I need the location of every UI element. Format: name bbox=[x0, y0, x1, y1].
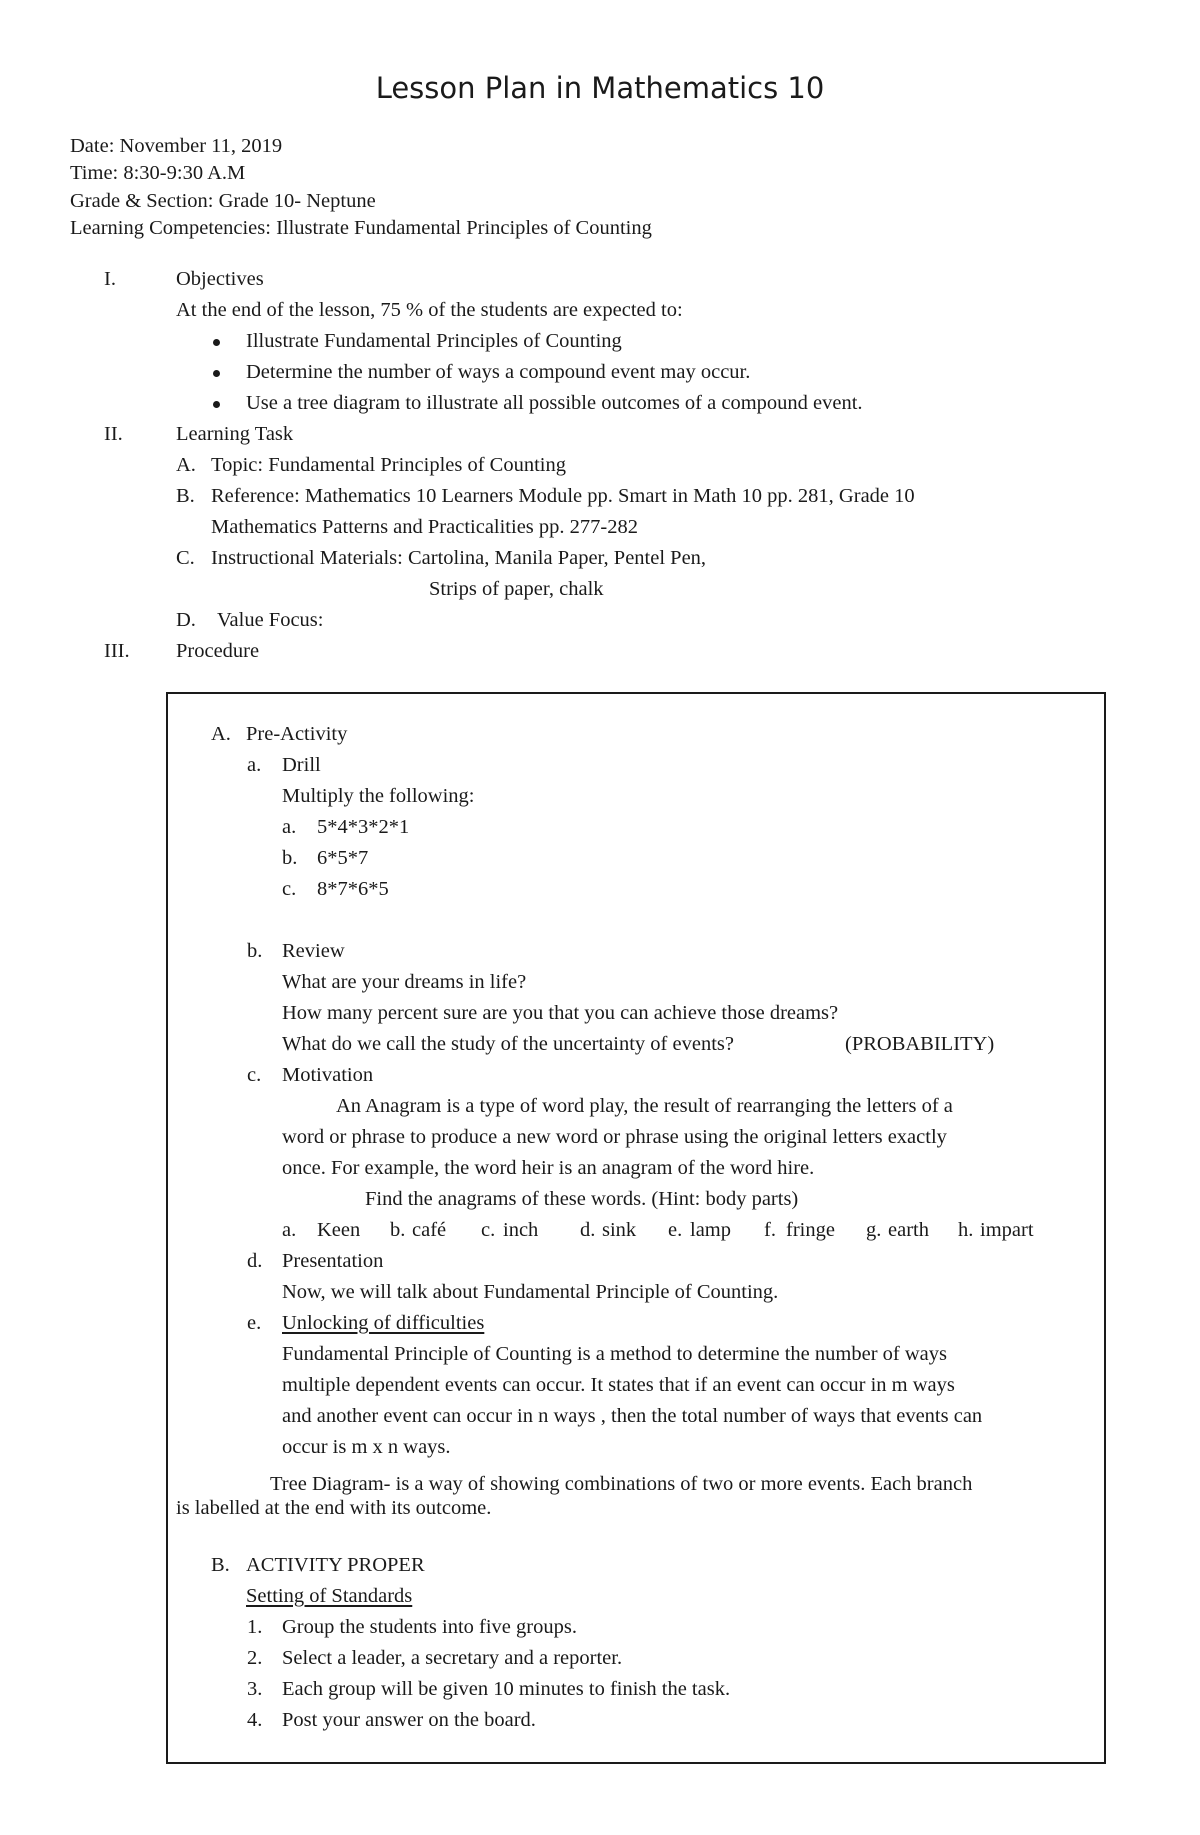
anagram-word: earth bbox=[888, 1219, 929, 1241]
anagram-letter: h. bbox=[958, 1219, 974, 1241]
drill-intro: Multiply the following: bbox=[282, 785, 475, 807]
grade-section-line: Grade & Section: Grade 10- Neptune bbox=[70, 190, 376, 212]
motivation-text: Find the anagrams of these words. (Hint: body parts) bbox=[365, 1188, 799, 1210]
review-heading: Review bbox=[282, 940, 345, 962]
objectives-heading: Objectives bbox=[176, 268, 264, 290]
drill-item: 5*4*3*2*1 bbox=[317, 816, 410, 838]
unlocking-heading: Unlocking of difficulties bbox=[282, 1312, 485, 1334]
anagram-word: fringe bbox=[786, 1219, 835, 1241]
standard-number: 3. bbox=[247, 1678, 263, 1700]
activity-letter: B. bbox=[211, 1554, 230, 1576]
task-d-letter: D. bbox=[176, 609, 196, 631]
review-letter: b. bbox=[247, 940, 263, 962]
objective-item: Use a tree diagram to illustrate all possible outcomes of a compound event. bbox=[246, 392, 863, 414]
drill-item-letter: a. bbox=[282, 816, 297, 838]
review-question: What are your dreams in life? bbox=[282, 971, 527, 993]
unlocking-text: occur is m x n ways. bbox=[282, 1436, 451, 1458]
pre-activity-letter: A. bbox=[211, 723, 231, 745]
standard-item: Post your answer on the board. bbox=[282, 1709, 536, 1731]
time-line: Time: 8:30-9:30 A.M bbox=[70, 162, 246, 184]
task-c-letter: C. bbox=[176, 547, 195, 569]
section-1-numeral: I. bbox=[104, 268, 116, 290]
motivation-text: word or phrase to produce a new word or phrase using the original letters exactly bbox=[282, 1126, 947, 1148]
materials-line-1: Instructional Materials: Cartolina, Manila Paper, Pentel Pen, bbox=[211, 547, 707, 569]
review-question: What do we call the study of the uncertainty of events? bbox=[282, 1033, 734, 1055]
review-question: How many percent sure are you that you can achieve those dreams? bbox=[282, 1002, 839, 1024]
anagram-word: café bbox=[412, 1219, 447, 1241]
drill-item: 8*7*6*5 bbox=[317, 878, 389, 900]
presentation-letter: d. bbox=[247, 1250, 263, 1272]
motivation-text: once. For example, the word heir is an anagram of the word hire. bbox=[282, 1157, 815, 1179]
anagram-letter: f. bbox=[764, 1219, 776, 1241]
topic-line: Topic: Fundamental Principles of Counting bbox=[211, 454, 566, 476]
unlocking-letter: e. bbox=[247, 1312, 262, 1334]
procedure-heading: Procedure bbox=[176, 640, 260, 662]
anagram-word: Keen bbox=[317, 1219, 361, 1241]
objective-item: Illustrate Fundamental Principles of Counting bbox=[246, 330, 622, 352]
learning-task-heading: Learning Task bbox=[176, 423, 294, 445]
bullet-icon bbox=[213, 339, 220, 346]
tree-diagram-text: Tree Diagram- is a way of showing combinations of two or more events. Each branch bbox=[270, 1473, 973, 1495]
anagram-word: impart bbox=[980, 1219, 1034, 1241]
objectives-intro: At the end of the lesson, 75 % of the students are expected to: bbox=[176, 299, 683, 321]
unlocking-text: Fundamental Principle of Counting is a method to determine the number of ways bbox=[282, 1343, 947, 1365]
drill-letter: a. bbox=[247, 754, 262, 776]
materials-line-2: Strips of paper, chalk bbox=[429, 578, 604, 600]
task-b-letter: B. bbox=[176, 485, 195, 507]
reference-line-1: Reference: Mathematics 10 Learners Module pp. Smart in Math 10 pp. 281, Grade 10 bbox=[211, 485, 915, 507]
standard-number: 1. bbox=[247, 1616, 263, 1638]
bullet-icon bbox=[213, 370, 220, 377]
anagram-word: sink bbox=[602, 1219, 637, 1241]
standard-number: 4. bbox=[247, 1709, 263, 1731]
section-2-numeral: II. bbox=[104, 423, 123, 445]
anagram-letter: a. bbox=[282, 1219, 297, 1241]
drill-item-letter: b. bbox=[282, 847, 298, 869]
motivation-letter: c. bbox=[247, 1064, 262, 1086]
task-a-letter: A. bbox=[176, 454, 196, 476]
reference-line-2: Mathematics Patterns and Practicalities pp. 277-282 bbox=[211, 516, 638, 538]
presentation-text: Now, we will talk about Fundamental Principle of Counting. bbox=[282, 1281, 779, 1303]
standards-heading: Setting of Standards bbox=[246, 1585, 413, 1607]
motivation-text: An Anagram is a type of word play, the result of rearranging the letters of a bbox=[336, 1095, 953, 1117]
anagram-letter: e. bbox=[668, 1219, 683, 1241]
anagram-letter: c. bbox=[481, 1219, 496, 1241]
standard-number: 2. bbox=[247, 1647, 263, 1669]
drill-item: 6*5*7 bbox=[317, 847, 369, 869]
anagram-word: inch bbox=[503, 1219, 539, 1241]
anagram-word: lamp bbox=[690, 1219, 731, 1241]
anagram-letter: g. bbox=[866, 1219, 882, 1241]
bullet-icon bbox=[213, 401, 220, 408]
objective-item: Determine the number of ways a compound event may occur. bbox=[246, 361, 751, 383]
unlocking-text: multiple dependent events can occur. It states that if an event can occur in m ways bbox=[282, 1374, 955, 1396]
tree-diagram-text: is labelled at the end with its outcome. bbox=[176, 1497, 492, 1519]
value-focus-line: Value Focus: bbox=[217, 609, 324, 631]
pre-activity-heading: Pre-Activity bbox=[246, 723, 348, 745]
competencies-line: Learning Competencies: Illustrate Fundamental Principles of Counting bbox=[70, 217, 652, 239]
standard-item: Each group will be given 10 minutes to finish the task. bbox=[282, 1678, 731, 1700]
unlocking-text: and another event can occur in n ways , then the total number of ways that events can bbox=[282, 1405, 983, 1427]
presentation-heading: Presentation bbox=[282, 1250, 384, 1272]
standard-item: Select a leader, a secretary and a reporter. bbox=[282, 1647, 623, 1669]
standard-item: Group the students into five groups. bbox=[282, 1616, 577, 1638]
drill-item-letter: c. bbox=[282, 878, 297, 900]
anagram-letter: b. bbox=[390, 1219, 406, 1241]
review-answer: (PROBABILITY) bbox=[845, 1033, 995, 1055]
anagram-letter: d. bbox=[580, 1219, 596, 1241]
page-title: Lesson Plan in Mathematics 10 bbox=[375, 71, 825, 105]
date-line: Date: November 11, 2019 bbox=[70, 135, 283, 157]
drill-heading: Drill bbox=[282, 754, 321, 776]
activity-heading: ACTIVITY PROPER bbox=[246, 1554, 425, 1576]
section-3-numeral: III. bbox=[104, 640, 130, 662]
motivation-heading: Motivation bbox=[282, 1064, 374, 1086]
